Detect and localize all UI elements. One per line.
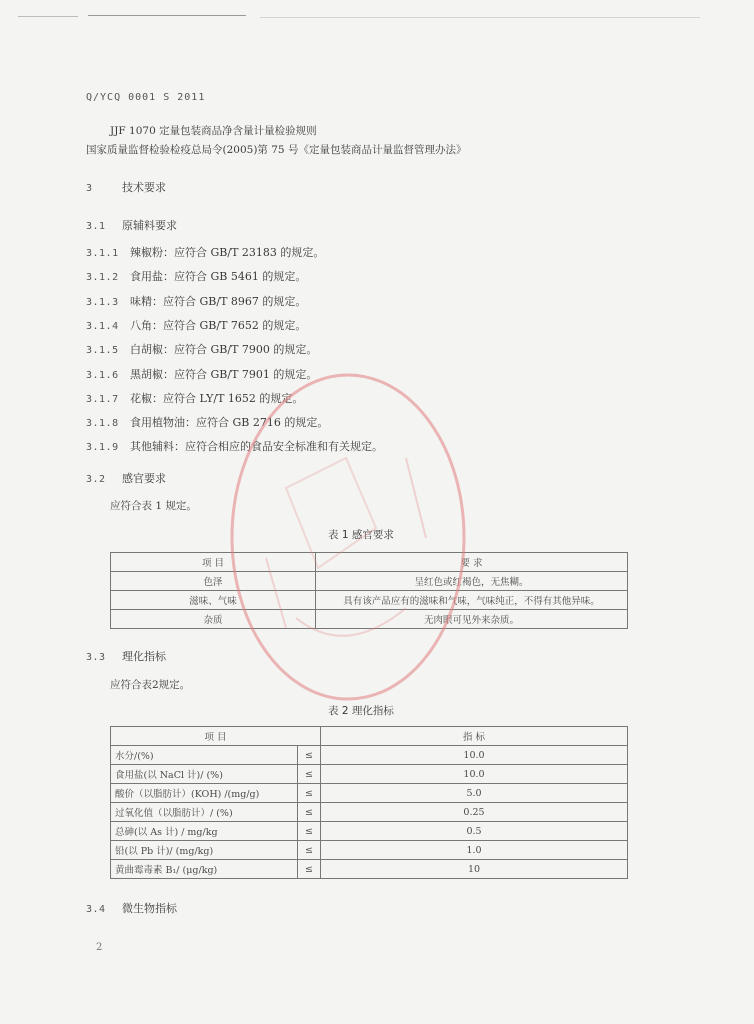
table-row: [111, 803, 628, 822]
item-text: 辣椒粉：应符合 GB/T 23183 的规定。: [130, 246, 325, 259]
section-3-4-heading: [86, 900, 177, 916]
requirement-item: [86, 366, 317, 382]
table-cell: 10.0: [321, 746, 628, 765]
requirement-item: [86, 268, 306, 284]
table-cell: 色泽: [111, 572, 316, 591]
table-header-cell: 要 求: [316, 553, 628, 572]
item-text: 白胡椒：应符合 GB/T 7900 的规定。: [130, 343, 318, 357]
requirement-item: [86, 341, 317, 357]
requirement-item: [86, 390, 303, 406]
table-row: [111, 610, 628, 629]
table-2-body: [111, 746, 628, 879]
table-cell: 10: [321, 860, 628, 879]
section-number: 3.1: [86, 221, 106, 232]
section-3-heading: [86, 179, 166, 195]
requirement-item: [86, 293, 306, 309]
top-rule-left: [18, 16, 78, 17]
table-cell: 滋味、气味: [111, 591, 316, 610]
item-text: 其他辅料：应符合相应的食品安全标准和有关规定。: [130, 440, 383, 454]
section-3-2-note: 应符合表 1 规定。: [110, 500, 197, 512]
table-row: [111, 822, 628, 841]
requirement-item: [86, 317, 306, 333]
section-3-2-heading: [86, 470, 166, 486]
section-number: 3.3: [86, 652, 106, 663]
section-title: 技术要求: [122, 181, 166, 194]
item-number: 3.1.7: [86, 393, 119, 405]
table-cell: ≤: [298, 784, 321, 803]
table-cell: 水分/(%): [111, 746, 298, 765]
table-cell: 0.5: [321, 822, 628, 841]
item-text: 味精：应符合 GB/T 8967 的规定。: [130, 294, 307, 308]
table-cell: 1.0: [321, 841, 628, 860]
item-number: 3.1.4: [86, 320, 119, 332]
table-row: [111, 591, 628, 610]
item-number: 3.1.5: [86, 345, 119, 357]
reference-line-2: 国家质量监督检验检疫总局令(2005)第 75 号《定量包装商品计量监督管理办法》: [86, 144, 467, 156]
table-2-caption: 表 2 理化指标: [328, 705, 394, 717]
table-cell: 黄曲霉毒素 B₁/ (μg/kg): [111, 860, 298, 879]
item-text: 花椒：应符合 LY/T 1652 的规定。: [130, 391, 304, 405]
table-cell: 具有该产品应有的滋味和气味，气味纯正，不得有其他异味。: [316, 591, 628, 610]
table-cell: ≤: [298, 765, 321, 784]
item-number: 3.1.3: [86, 296, 119, 308]
item-text: 食用植物油：应符合 GB 2716 的规定。: [130, 416, 329, 430]
section-number: 3.2: [86, 474, 106, 485]
table-cell: 呈红色或红褐色，无焦糊。: [316, 572, 628, 591]
table-cell: 5.0: [321, 784, 628, 803]
item-number: 3.1.2: [86, 272, 119, 284]
requirement-item: [86, 438, 383, 454]
table-header-cell: 项 目: [111, 727, 321, 746]
table-2-physicochemical: [110, 726, 628, 879]
table-header-cell: 项 目: [111, 553, 316, 572]
table-1-caption: 表 1 感官要求: [328, 529, 394, 541]
section-title: 感官要求: [122, 472, 166, 485]
section-number: 3.4: [86, 904, 106, 915]
section-3-3-note: 应符合表2规定。: [110, 679, 191, 691]
table-cell: ≤: [298, 841, 321, 860]
reference-line-1: JJF 1070 定量包装商品净含量计量检验规则: [110, 125, 317, 137]
table-row: [111, 860, 628, 879]
section-title: 理化指标: [122, 650, 166, 663]
table-cell: ≤: [298, 860, 321, 879]
item-text: 八角：应符合 GB/T 7652 的规定。: [130, 318, 307, 332]
table-cell: 10.0: [321, 765, 628, 784]
page-number: 2: [96, 942, 103, 953]
table-header-row: [111, 727, 628, 746]
table-cell: ≤: [298, 803, 321, 822]
table-cell: 食用盐(以 NaCl 计)/ (%): [111, 765, 298, 784]
table-cell: 总砷(以 As 计) / mg/kg: [111, 822, 298, 841]
table-cell: 0.25: [321, 803, 628, 822]
section-title: 原辅料要求: [122, 219, 177, 232]
item-text: 食用盐：应符合 GB 5461 的规定。: [130, 270, 307, 284]
table-row: [111, 784, 628, 803]
table-cell: 铅(以 Pb 计)/ (mg/kg): [111, 841, 298, 860]
section-3-3-heading: [86, 648, 166, 664]
table-row: [111, 572, 628, 591]
table-row: [111, 746, 628, 765]
table-1-sensory: [110, 552, 628, 629]
requirement-item: [86, 244, 324, 260]
requirement-item: [86, 414, 328, 430]
table-cell: 过氧化值（以脂肪计）/ (%): [111, 803, 298, 822]
standard-code: Q/YCQ 0001 S 2011: [86, 92, 206, 103]
table-cell: 酸价（以脂肪计）(KOH) /(mg/g): [111, 784, 298, 803]
table-cell: 无肉眼可见外来杂质。: [316, 610, 628, 629]
table-cell: ≤: [298, 822, 321, 841]
table-cell: ≤: [298, 746, 321, 765]
top-rule-right: [260, 17, 700, 18]
section-3-1-heading: [86, 217, 177, 233]
section-title: 微生物指标: [122, 902, 177, 915]
table-row: [111, 765, 628, 784]
item-text: 黑胡椒：应符合 GB/T 7901 的规定。: [130, 367, 318, 381]
top-rule-center: [88, 15, 246, 16]
table-header-cell: 指 标: [321, 727, 628, 746]
table-header-row: [111, 553, 628, 572]
item-number: 3.1.1: [86, 248, 119, 259]
item-number: 3.1.9: [86, 442, 119, 454]
item-number: 3.1.6: [86, 369, 119, 381]
table-row: [111, 841, 628, 860]
item-number: 3.1.8: [86, 418, 119, 430]
table-cell: 杂质: [111, 610, 316, 629]
section-number: 3: [86, 183, 93, 194]
